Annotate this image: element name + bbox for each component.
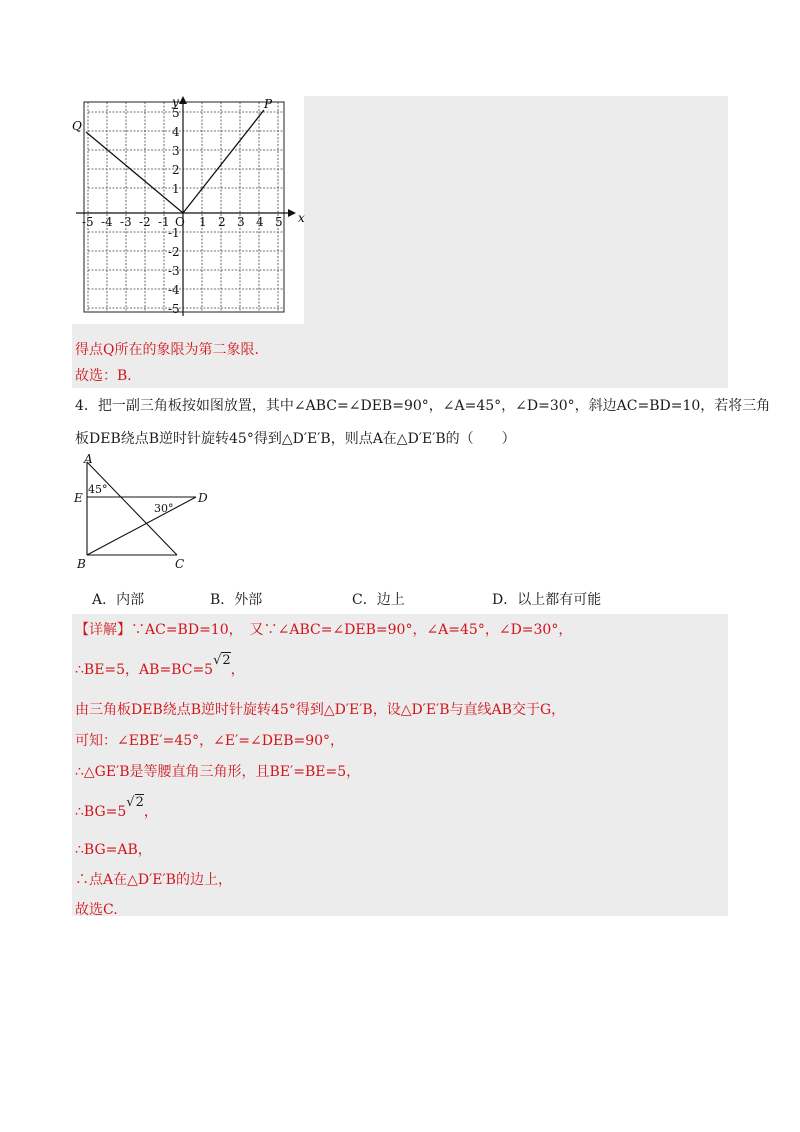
solution-tag: 【详解】 [75,622,131,638]
sqrt-expression: √2 [213,653,231,668]
solution-text-6-post: ， [143,804,158,820]
option-c-letter: C． [352,592,377,608]
option-c-text: 边上 [376,592,405,608]
x-tick: 4 [256,215,264,229]
coordinate-graph [72,96,304,324]
y-tick: 3 [172,144,180,158]
label-a: A [84,452,93,466]
option-b[interactable] [210,590,262,610]
sqrt-radicand: 2 [222,653,231,668]
option-d-letter: D． [492,592,518,608]
option-d[interactable] [492,590,601,610]
option-b-letter: B． [210,592,235,608]
point-p-label: P [264,97,273,111]
solution-text-2: ∴BE=5，AB=BC=5 [75,662,214,678]
label-d: D [198,491,208,505]
y-tick: -4 [168,283,180,297]
y-axis-label: y [172,95,179,109]
option-a[interactable] [92,590,144,610]
label-b: B [77,557,86,571]
prev-answer: 故选：B． [75,368,142,384]
x-tick: -3 [120,215,132,229]
option-a-letter: A． [92,592,117,608]
x-tick: -4 [101,215,113,229]
point-q-label: Q [72,119,82,133]
sqrt-expression: √2 [126,795,144,810]
solution-text-2-post: ， [230,662,245,678]
x-tick: -1 [158,215,170,229]
y-tick: -3 [168,264,180,278]
y-tick: 5 [172,106,180,120]
solution-line-8: ∴点A在△D′E′B的边上， [75,872,232,888]
solution-text-6: ∴BG=5 [75,804,127,820]
y-tick: 2 [172,163,180,177]
y-tick: -1 [168,226,180,240]
question-number: 4． [75,398,98,414]
origin-label: O [175,215,185,229]
option-a-text: 内部 [116,592,145,608]
solution-text-1: ∵AC=BD=10， 又∵∠ABC=∠DEB=90°，∠A=45°，∠D=30°， [131,622,573,638]
solution-line-7: ∴BG=AB， [75,842,152,858]
y-tick: -5 [168,302,180,316]
solution-line-9: 故选C. [75,902,118,918]
segment-bd [87,497,196,555]
x-tick: -5 [82,215,94,229]
x-tick: 3 [237,215,245,229]
y-tick: 4 [172,125,180,139]
y-tick: -2 [168,245,180,259]
angle-30-label: 30° [154,502,174,515]
option-b-text: 外部 [234,592,263,608]
option-c[interactable] [352,590,405,610]
question-text-2: 板DEB绕点B逆时针旋转45°得到△D′E′B，则点A在△D′E′B的（ ） [75,431,516,447]
label-e: E [74,491,83,505]
angle-45-label: 45° [88,483,108,496]
x-tick: -2 [139,215,151,229]
sqrt-radicand: 2 [135,795,144,810]
y-tick: 1 [172,182,180,196]
x-tick: 1 [199,215,207,229]
option-d-text: 以上都有可能 [517,592,602,608]
solution-line-1 [75,620,572,640]
label-c: C [175,557,185,571]
x-tick: 2 [218,215,226,229]
x-tick: 5 [275,215,283,229]
question-line-1 [75,396,770,416]
solution-line-2 [75,653,245,681]
prev-conclusion: 得点Q所在的象限为第二象限． [75,342,269,358]
solution-line-3: 由三角板DEB绕点B逆时针旋转45°得到△D′E′B，设△D′E′B与直线AB交于G， [75,702,566,718]
x-axis-label: x [298,211,305,225]
solution-line-6 [75,795,158,823]
triangle-figure [72,452,212,570]
question-text-1: 把一副三角板按如图放置，其中∠ABC=∠DEB=90°，∠A=45°，∠D=30°，斜边AC=BD=10，若将三角 [97,398,771,414]
solution-line-5: ∴△GE′B是等腰直角三角形，且BE′=BE=5， [75,764,361,780]
solution-line-4: 可知：∠EBE′=45°，∠E′=∠DEB=90°， [75,733,345,749]
